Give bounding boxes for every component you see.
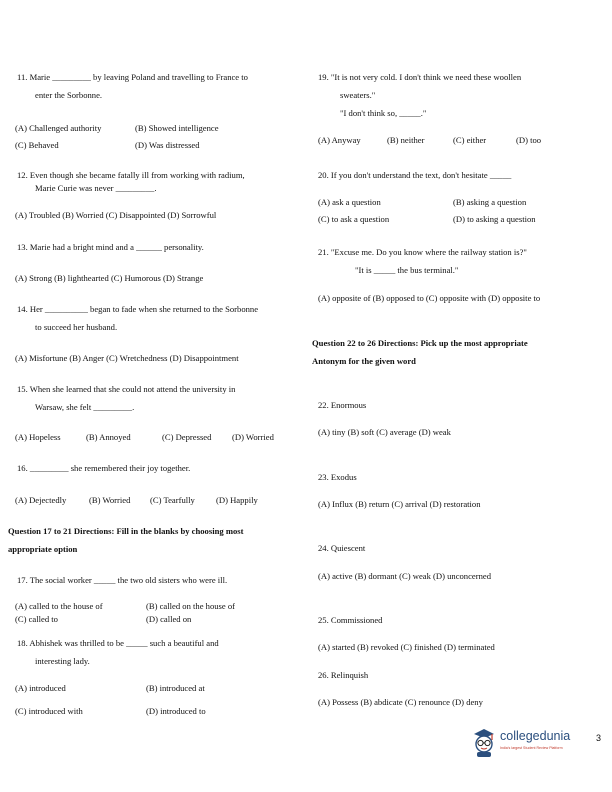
q23-options: (A) Influx (B) return (C) arrival (D) restoration xyxy=(318,499,481,509)
q22-word: 22. Enormous xyxy=(318,400,367,410)
brand-tagline: India's largest Student Review Platform xyxy=(500,746,563,750)
q18-option-c: (C) introduced with xyxy=(15,706,83,716)
q12-text: 12. Even though she became fatally ill from working with radium, xyxy=(17,170,245,180)
q15-option-b: (B) Annoyed xyxy=(86,432,131,442)
q19-text-cont: sweaters." xyxy=(340,90,376,100)
q25-word: 25. Commissioned xyxy=(318,615,383,625)
q15-text-cont: Warsaw, she felt _________. xyxy=(35,402,135,412)
section-22-26-heading-cont: Antonym for the given word xyxy=(312,356,416,366)
q23-word: 23. Exodus xyxy=(318,472,357,482)
q13-text: 13. Marie had a bright mind and a ______ personality. xyxy=(17,242,204,252)
q17-text: 17. The social worker _____ the two old sisters who were ill. xyxy=(17,575,228,585)
q11-text-cont: enter the Sorbonne. xyxy=(35,90,103,100)
q22-options: (A) tiny (B) soft (C) average (D) weak xyxy=(318,427,451,437)
q19-option-a: (A) Anyway xyxy=(318,135,361,145)
q19-option-b: (B) neither xyxy=(387,135,425,145)
q14-options: (A) Misfortune (B) Anger (C) Wretchedness (D) Disappointment xyxy=(15,353,239,363)
page-number: 3 xyxy=(596,733,602,743)
q17-option-d: (D) called on xyxy=(146,614,192,624)
q12-options: (A) Troubled (B) Worried (C) Disappointed (D) Sorrowful xyxy=(15,210,217,220)
q21-text: 21. "Excuse me. Do you know where the railway station is?" xyxy=(318,247,527,257)
q17-option-c: (C) called to xyxy=(15,614,58,624)
q15-option-a: (A) Hopeless xyxy=(15,432,61,442)
section-22-26-heading: Question 22 to 26 Directions: Pick up the most appropriate xyxy=(312,338,528,348)
brand-name: collegedunia xyxy=(500,729,571,743)
q11-option-c: (C) Behaved xyxy=(15,140,59,150)
q14-text: 14. Her __________ began to fade when she returned to the Sorbonne xyxy=(17,304,259,314)
q13-options: (A) Strong (B) lighthearted (C) Humorous (D) Strange xyxy=(15,273,204,283)
q16-text: 16. _________ she remembered their joy together. xyxy=(17,463,191,473)
q11-option-a: (A) Challenged authority xyxy=(15,123,102,133)
collegedunia-logo xyxy=(470,725,588,761)
q24-options: (A) active (B) dormant (C) weak (D) unconcerned xyxy=(318,571,491,581)
section-17-21-heading: Question 17 to 21 Directions: Fill in the blanks by choosing most xyxy=(8,526,244,536)
mascot-icon xyxy=(470,727,498,759)
q20-option-b: (B) asking a question xyxy=(453,197,527,207)
q18-option-a: (A) introduced xyxy=(15,683,66,693)
q21-reply: "It is _____ the bus terminal." xyxy=(355,265,459,275)
q26-options: (A) Possess (B) abdicate (C) renounce (D) deny xyxy=(318,697,483,707)
q15-option-d: (D) Worried xyxy=(232,432,274,442)
section-17-21-heading-cont: appropriate option xyxy=(8,544,78,554)
q16-option-c: (C) Tearfully xyxy=(150,495,195,505)
q18-text-cont: interesting lady. xyxy=(35,656,90,666)
q19-option-d: (D) too xyxy=(516,135,542,145)
q11-option-b: (B) Showed intelligence xyxy=(135,123,219,133)
q20-text: 20. If you don't understand the text, don't hesitate _____ xyxy=(318,170,512,180)
q21-options: (A) opposite of (B) opposed to (C) opposite with (D) opposite to xyxy=(318,293,541,303)
q11-option-d: (D) Was distressed xyxy=(135,140,200,150)
q17-option-a: (A) called to the house of xyxy=(15,601,103,611)
q16-option-b: (B) Worried xyxy=(89,495,131,505)
q15-text: 15. When she learned that she could not attend the university in xyxy=(17,384,236,394)
q17-option-b: (B) called on the house of xyxy=(146,601,236,611)
q14-text-cont: to succeed her husband. xyxy=(35,322,118,332)
q24-word: 24. Quiescent xyxy=(318,543,366,553)
q20-option-d: (D) to asking a question xyxy=(453,214,536,224)
q25-options: (A) started (B) revoked (C) finished (D) terminated xyxy=(318,642,495,652)
q16-option-a: (A) Dejectedly xyxy=(15,495,67,505)
q11-text: 11. Marie _________ by leaving Poland and travelling to France to xyxy=(17,72,248,82)
q19-reply: "I don't think so, _____." xyxy=(340,108,427,118)
q18-option-b: (B) introduced at xyxy=(146,683,205,693)
q18-option-d: (D) introduced to xyxy=(146,706,206,716)
q15-option-c: (C) Depressed xyxy=(162,432,212,442)
q12-text-cont: Marie Curie was never _________. xyxy=(35,183,157,193)
q19-text: 19. "It is not very cold. I don't think we need these woollen xyxy=(318,72,522,82)
q26-word: 26. Relinquish xyxy=(318,670,369,680)
q16-option-d: (D) Happily xyxy=(216,495,258,505)
q20-option-c: (C) to ask a question xyxy=(318,214,390,224)
q18-text: 18. Abhishek was thrilled to be _____ such a beautiful and xyxy=(17,638,219,648)
q19-option-c: (C) either xyxy=(453,135,487,145)
q20-option-a: (A) ask a question xyxy=(318,197,381,207)
